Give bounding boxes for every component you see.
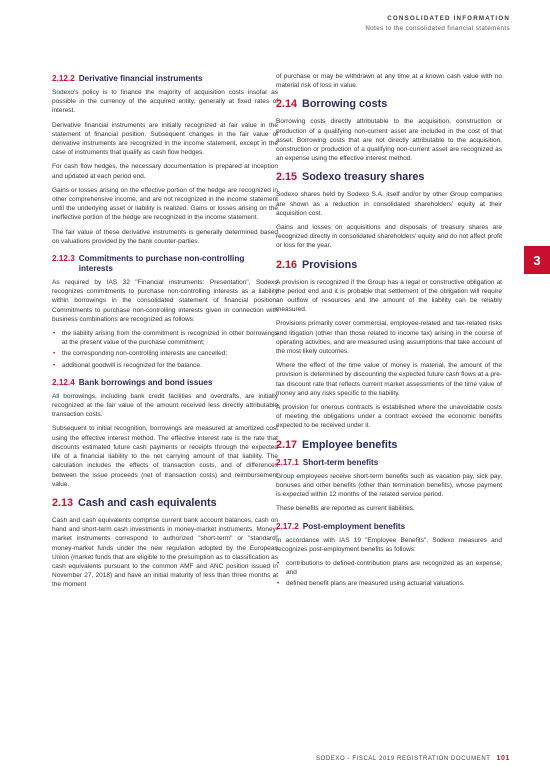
list-item: • contributions to defined-contribution plans are recognized as an expense; and — [277, 559, 502, 577]
section-number: 2.17 — [276, 438, 298, 451]
right-column — [276, 72, 502, 594]
list-item: • defined benefit plans are measured using actuarial valuations. — [277, 580, 465, 588]
paragraph: of purchase or may be withdrawn at any time at a known cash value with no material risk of loss in value. — [276, 73, 502, 90]
section-heading-2-16 — [276, 259, 502, 272]
list-item: • the liability arising from the commitment is recognized in other borrowings at the present value of the purchase commitment; — [53, 330, 278, 347]
section-heading-2-15 — [276, 171, 502, 184]
section-title: Provisions — [302, 258, 358, 271]
paragraph: Sodexo shares held by Sodexo S.A. itself and/or by other Group companies are shown as a reduction in consolidated shareholders' equity at their acquisition cost. — [276, 191, 502, 217]
page-footer — [316, 755, 510, 762]
paragraph: Borrowing costs directly attributable to the acquisition, construction or production of a qualifying non-current asset are included in the cost of that asset. Borrowing costs that are not directly attributable to the acquisition, construction or production of a qualifying non-current asset are recognized as an expense using the effective interest method. — [276, 118, 502, 163]
footer-text: SODEXO - FISCAL 2019 REGISTRATION DOCUMENT — [315, 756, 491, 762]
paragraph: Where the effect of the time value of money is material, the amount of the provision is determined by discounting the expected future cash flows at a pre-tax discount rate that reflects current market assessments of the time value of money and any risks specific to the liability. — [276, 362, 502, 397]
paragraph: For cash flow hedges, the necessary documentation is prepared at inception and updated at each period end. — [52, 163, 278, 180]
section-heading-2-17-1 — [276, 458, 502, 468]
header-subtitle: Notes to the consolidated financial statements — [365, 25, 510, 32]
page-number: 101 — [496, 755, 510, 762]
paragraph: A provision is recognized if the Group has a legal or constructive obligation at the period end and it is probable that settlement of the obligation will require an outflow of resources and the amount of the liability can be reliably measured. — [276, 278, 502, 314]
section-title: Derivative financial instruments — [78, 74, 203, 83]
section-heading-2-17 — [276, 439, 502, 452]
list-item: • additional goodwill is recognized for the balance. — [53, 361, 202, 369]
left-column — [52, 74, 278, 595]
section-number: 2.12.4 — [52, 377, 75, 387]
section-number: 2.16 — [276, 258, 298, 271]
page-header — [365, 15, 510, 32]
paragraph: A provision for onerous contracts is established where the unavoidable costs of meeting the obligations under a contract exceed the economic benefits expected to be received under it. — [276, 404, 502, 430]
section-number: 2.12.2 — [52, 74, 75, 83]
section-title: Borrowing costs — [302, 98, 388, 111]
section-number: 2.14 — [276, 98, 298, 111]
section-heading-2-13 — [52, 497, 278, 510]
section-title: Short-term benefits — [302, 457, 379, 467]
section-number: 2.13 — [52, 496, 74, 509]
section-heading-2-12-3 — [52, 254, 278, 274]
section-title: Post-employment benefits — [302, 521, 406, 531]
paragraph: Subsequent to initial recognition, borrowings are measured at amortized cost using the effective interest method. The effective interest rate is the rate that discounts estimated future cash payments or receipts through the expected life of a financial liability to the net carrying amount of that liability. The calculation includes the effects of transaction costs, and of differences between the issue proceeds (net of transaction costs) and reimbursement value. — [52, 425, 278, 488]
chapter-tab: 3 — [524, 246, 550, 274]
paragraph: As required by IAS 32 "Financial instruments: Presentation", Sodexo recognizes commitments to purchase non-controlling interests as a liability within borrowings in the consolidated statement of financial position. Commitments to purchase non-controlling interests given in connection with business combinations are recognized as follows: — [52, 279, 278, 323]
section-title: Commitments to purchase non-controlling interests — [78, 254, 245, 274]
paragraph: In accordance with IAS 19 "Employee Benefits", Sodexo measures and recognizes post-employment benefits as follows: — [276, 536, 502, 553]
paragraph: Group employees receive short-term benefits such as vacation pay, sick pay, bonuses and other benefits (other than termination benefits), whose payment is expected within 12 months of the related service period. — [276, 472, 502, 499]
section-number: 2.17.2 — [276, 521, 299, 531]
paragraph: Gains and losses on acquisitions and disposals of treasury shares are recognized directly in consolidated shareholders' equity and do not affect profit or loss for the year. — [276, 224, 502, 250]
paragraph: The fair value of these derivative instruments is generally determined based on valuations provided by the bank counter-parties. — [52, 228, 278, 245]
bullet-list — [276, 559, 502, 589]
section-number: 2.15 — [276, 171, 298, 184]
section-heading-2-12-2 — [52, 74, 278, 84]
header-title: CONSOLIDATED INFORMATION — [387, 15, 510, 22]
section-number: 2.12.3 — [52, 254, 75, 264]
paragraph: These benefits are reported as current liabilities. — [276, 505, 415, 513]
section-title: Employee benefits — [302, 438, 398, 451]
paragraph: Provisions primarily cover commercial, employee-related and tax-related risks and litigation (other than those related to income tax) arising in the course of operating activities, and are measured using assumptions that take account of the most likely outcomes. — [276, 320, 502, 356]
paragraph: All borrowings, including bank credit facilities and overdrafts, are initially recognized at the fair value of the amount received less directly attributable transaction costs. — [52, 392, 278, 419]
section-heading-2-17-2 — [276, 522, 502, 532]
section-title: Sodexo treasury shares — [302, 171, 425, 184]
paragraph: Sodexo's policy is to finance the majority of acquisition costs insofar as possible in the currency of the acquired entity, generally at fixed rates of interest. — [52, 89, 278, 115]
section-heading-2-12-4 — [52, 378, 278, 388]
paragraph: Derivative financial instruments are initially recognized at fair value in the statement of financial position. Subsequent changes in the fair value of derivative instruments are recognized in the income statement, except in the case of instruments that qualify as cash flow hedges. — [52, 121, 278, 157]
bullet-list — [52, 329, 278, 370]
section-title: Cash and cash equivalents — [78, 496, 217, 509]
paragraph: Gains or losses arising on the effective portion of the hedge are recognized in other comprehensive income, and are not recognized in the income statement until the underlying asset or liability is realized. Gains or losses arising on the ineffective portion of the hedge are recognized in the income statement. — [52, 186, 278, 222]
section-title: Bank borrowings and bond issues — [78, 377, 213, 387]
section-number: 2.17.1 — [276, 457, 299, 467]
list-item: • the corresponding non-controlling interests are cancelled; — [53, 350, 228, 358]
section-heading-2-14 — [276, 98, 502, 111]
paragraph: Cash and cash equivalents comprise current bank account balances, cash on hand and short-term cash investments in money-market instruments. Money-market instruments correspond to authorized "short-term" or "standard" money-market funds under the new regulation adopted by the European Union (market funds that are eligible to the presumption as to classification as cash equivalents pursuant to the common AMF and ANC position issued in November 27, 2018) and have an initial maturity of less than three months at the moment — [52, 516, 278, 589]
